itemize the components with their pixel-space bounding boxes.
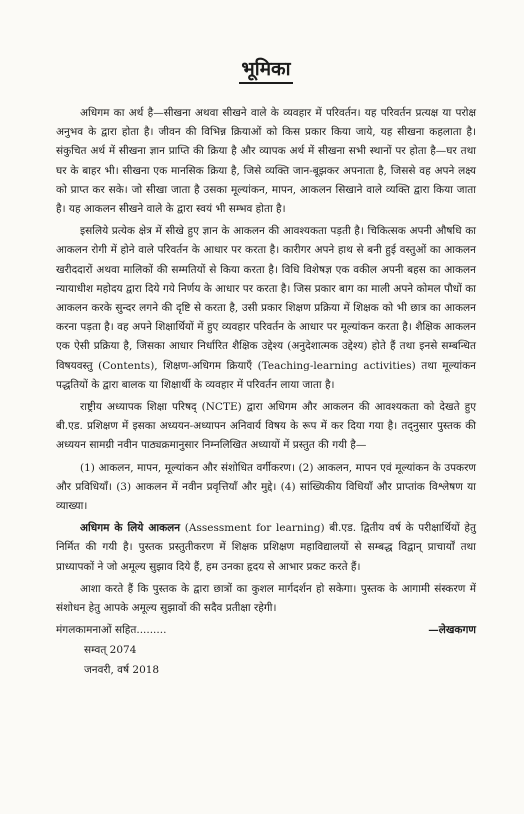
title-wrap bbox=[56, 55, 476, 84]
paragraph-5 bbox=[56, 519, 476, 577]
paragraph-1: अधिगम का अर्थ है—सीखना अथवा सीखने वाले के व्यवहार में परिवर्तन। यह परिवर्तन प्रत्यक्ष या परोक्ष अनुभव के द्वारा होता है। जीवन की विभिन्न क्रियाओं को किस प्रकार किया जाये, यह सीखना कहलाता है। संकुचित अर्थ में सीखना ज्ञान प्राप्ति की क्रिया है और व्यापक अर्थ में सीखना सभी स्थानों पर होता है—घर तथा घर के बाहर भी। सीखना एक मानसिक क्रिया है, जिसे व्यक्ति जान-बूझकर अपनाता है, जिससे वह अपने लक्ष्य को प्राप्त कर सके। जो सीखा जाता है उसका मूल्यांकन, मापन, आकलन सिखाने वाले व्यक्ति द्वारा किया जाता है। यह आकलन सीखने वाले के द्वारा स्वयं भी सम्भव होता है। bbox=[56, 107, 476, 216]
author-sign: —लेखकगण bbox=[428, 624, 476, 637]
paragraph-4-chapter-list: (1) आकलन, मापन, मूल्यांकन और संशोधित वर्गीकरण। (2) आकलन, मापन एवं मूल्यांकन के उपकरण और प्रविधियाँ। (3) आकलन में नवीन प्रवृत्तियाँ और मुद्दे। (4) सांख्यिकीय विधियाँ और प्राप्तांक विश्लेषण या व्याख्या। bbox=[56, 461, 476, 513]
paragraph-3: राष्ट्रीय अध्यापक शिक्षा परिषद् (NCTE) द्वारा अधिगम और आकलन की आवश्यकता को देखते हुए बी.एड. प्रशिक्षण में इसका अध्ययन-अध्यापन अनिवार्य विषय के रूप में कर दिया गया है। तद्नुसार पुस्तक की अध्ययन सामग्री नवीन पाठ्यक्रमानुसार निम्नलिखित अध्यायों में प्रस्तुत की गयी है— bbox=[56, 401, 476, 452]
signature-row bbox=[56, 621, 476, 640]
date-line: जनवरी, वर्ष 2018 bbox=[84, 664, 160, 677]
paragraph-2: इसलिये प्रत्येक क्षेत्र में सीखे हुए ज्ञान के आकलन की आवश्यकता पड़ती है। चिकित्सक अपनी औषधि का आकलन रोगी में होने वाले परिवर्तन के आधार पर करता है। कारीगर अपने हाथ से बनी हुई वस्तुओं का आकलन खरीददारों अथवा मालिकों की सम्मतियों से किया करता है। विधि विशेषज्ञ एक वकील अपनी बहस का आकलन न्यायाधीश महोदय द्वारा दिये गये निर्णय के आधार पर करता है। जिस प्रकार बाग का माली अपने कोमल पौधों का आकलन करके सुन्दर लगने की दृष्टि से करता है, उसी प्रकार शिक्षण प्रक्रिया में शिक्षक को भी छात्र का आकलन करना पड़ता है। वह अपने शिक्षार्थियों में हुए व्यवहार परिवर्तन के आधार पर मूल्यांकन करता है। शैक्षिक आकलन एक ऐसी प्रक्रिया है, जिसका आधार निर्धारित शैक्षिक उद्देश्य (अनुदेशात्मक उद्देश्य) होते हैं तथा इनसे सम्बन्धित विषयवस्तु (Contents), शिक्षण-अधिगम क्रियाएँ (Teaching-learning activities) तथा मूल्यांकन पद्धतियों के द्वारा बालक या शिक्षार्थी के व्यवहार में परिवर्तन लाया जाता है। bbox=[56, 225, 476, 391]
page-title: भूमिका bbox=[239, 55, 292, 84]
samvat-line: सम्वत् 2074 bbox=[84, 644, 137, 657]
book-title-inline: अधिगम के लिये आकलन bbox=[80, 522, 181, 535]
closing-text: मंगलकामनाओं सहित......... bbox=[56, 624, 167, 637]
paragraph-5-text: (Assessment for learning) बी.एड. द्वितीय वर्ष के परीक्षार्थियों हेतु निर्मित की गयी है। पुस्तक प्रस्तुतीकरण में शिक्षक प्रशिक्षण महाविद्यालयों से सम्बद्ध विद्वान् प्राचार्यों तथा प्राध्यापकों ने जो अमूल्य सुझाव दिये हैं, हम उनका हृदय से आभार प्रकट करते हैं। bbox=[56, 522, 476, 573]
paragraph-6: आशा करते हैं कि पुस्तक के द्वारा छात्रों का कुशल मार्गदर्शन हो सकेगा। पुस्तक के आगामी संस्करण में संशोधन हेतु आपके अमूल्य सुझावों की सदैव प्रतीक्षा रहेगी। bbox=[56, 582, 476, 615]
preface-page bbox=[56, 55, 476, 680]
